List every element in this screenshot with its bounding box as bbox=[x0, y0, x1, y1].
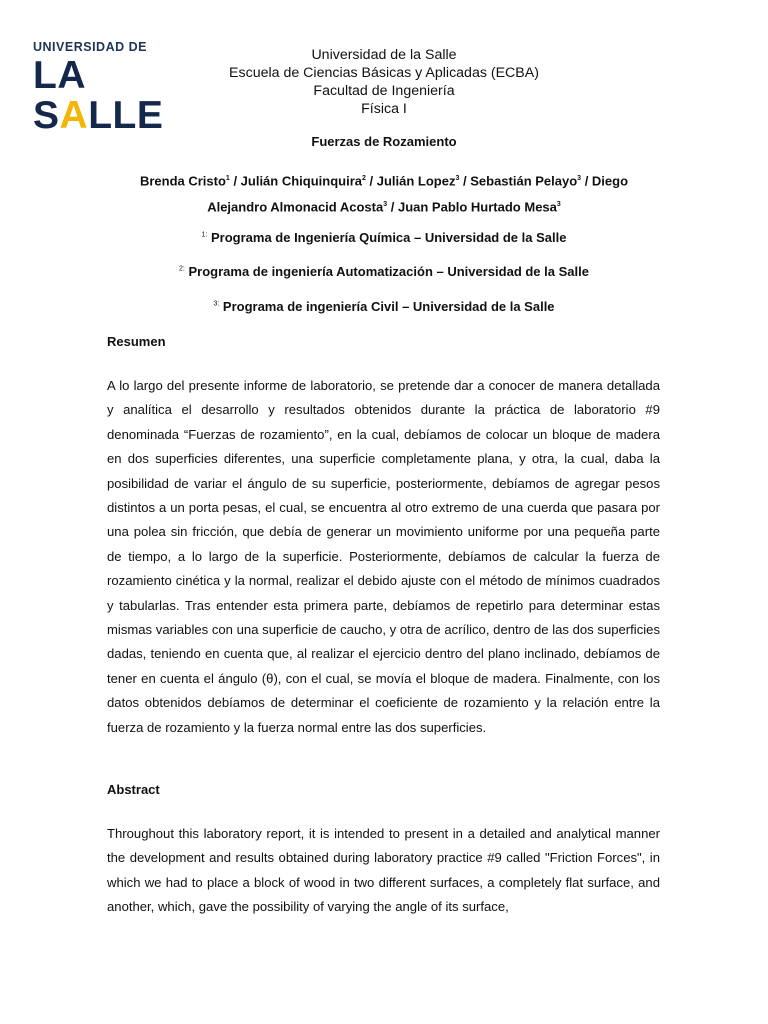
affiliation-2-sup: 2: bbox=[179, 265, 185, 273]
author-5-sup: 3 bbox=[383, 201, 388, 209]
paper-title: Fuerzas de Rozamiento bbox=[311, 134, 457, 149]
header-line-3: Facultad de Ingeniería bbox=[313, 83, 455, 99]
abstract-heading: Abstract bbox=[107, 782, 160, 797]
author-2-sup: 2 bbox=[362, 175, 366, 182]
author-list bbox=[110, 167, 658, 220]
header-line-2: Escuela de Ciencias Básicas y Aplicadas (ECBA) bbox=[229, 65, 539, 81]
affiliation-1-sup: 1: bbox=[201, 231, 208, 239]
author-3: / Julián Lopez bbox=[365, 173, 456, 189]
affiliation-3-text: Programa de ingeniería Civil – Universidad de la Salle bbox=[219, 299, 555, 314]
affiliation-2-text: Programa de ingeniería Automatización – Universidad de la Salle bbox=[184, 264, 589, 279]
author-6-sup: 3 bbox=[556, 201, 561, 209]
author-3-sup: 3 bbox=[455, 175, 460, 182]
abstract-body: Throughout this laboratory report, it is intended to present in a detailed and analytical manner the development and results obtained during laboratory practice #9 called "Friction Forces", in which we had to place a block of wood in two different surfaces, a completely flat surface, and another, which, gave the possibility of varying the angle of its surface, bbox=[107, 826, 660, 915]
logo-top-text: UNIVERSIDAD DE bbox=[33, 40, 147, 54]
logo-main-b: LLE bbox=[88, 94, 164, 137]
resumen-body: A lo largo del presente informe de laboratorio, se pretende dar a conocer de manera detallada y analítica el desarrollo y resultados obtenidos durante la práctica de laboratorio #9 denominada “Fuerzas de rozamiento”, en la cual, debíamos de colocar un bloque de madera en dos superficies diferentes, una superficie completamente plana, y otra, la cual, daba la posibilidad de variar el ángulo de su superficie, posteriormente, debíamos de agregar pesos distintos a un porta pesas, el cual, se encuentra al otro extremo de una cuerda que pasara por una polea sin fricción, que debía de generar un movimiento uniforme por una pequeña parte de tiempo, a lo largo de la superficie. Posteriormente, debíamos de calcular la fuerza de rozamiento cinética y la normal, realizar el debido ajuste con el método de mínimos cuadrados y tabularlas. Tras entender esta primera parte, debíamos de repetirlo para determinar estas mismas variables con una superficie de caucho, y otra de acrílico, dentro de las dos superficies dadas, teniendo en cuenta que, al realizar el ejercicio dentro del plano inclinado, debíamos de tener en cuenta el ángulo (θ), con el cual, se movía el bloque de madera. Finalmente, con los datos obtenidos debíamos de determinar el coeficiente de rozamiento y la relación entre la fuerza de rozamiento y la fuerza normal entre las dos superficies. bbox=[107, 378, 660, 735]
author-4-sup: 3 bbox=[577, 175, 582, 182]
affiliation-1-text: Programa de Ingeniería Química – Universidad de la Salle bbox=[207, 230, 567, 245]
affiliation-3-sup: 3: bbox=[213, 300, 220, 308]
resumen-heading: Resumen bbox=[107, 334, 166, 349]
affiliation-1 bbox=[0, 230, 768, 245]
author-5: / Diego Alejandro Almonacid Acosta bbox=[207, 173, 629, 215]
author-6: / Juan Pablo Hurtado Mesa bbox=[387, 199, 557, 215]
logo-flame-letter: A bbox=[59, 94, 89, 137]
affiliation-2 bbox=[0, 264, 768, 279]
author-1: Brenda Cristo bbox=[139, 173, 226, 189]
author-2: / Julián Chiquinquira bbox=[229, 173, 362, 189]
author-1-sup: 1 bbox=[225, 175, 230, 182]
document-header bbox=[0, 46, 768, 118]
affiliation-3 bbox=[0, 299, 768, 314]
author-4: / Sebastián Pelayo bbox=[459, 173, 578, 189]
header-line-1: Universidad de la Salle bbox=[311, 47, 457, 63]
header-line-4: Física I bbox=[361, 101, 407, 117]
logo-main-a: LA S bbox=[33, 54, 85, 137]
